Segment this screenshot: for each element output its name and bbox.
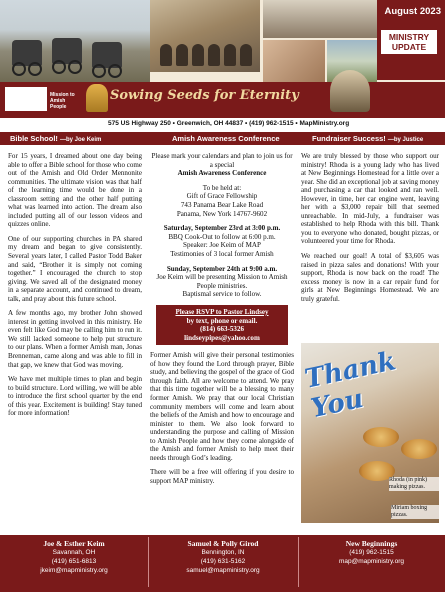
tagline: Sowing Seeds for Eternity: [110, 88, 299, 103]
col2-heading: [172, 134, 280, 143]
conference-intro: Please mark your calendars and plan to join us for a special Amish Awareness Conference: [151, 152, 293, 178]
paragraph: Former Amish will give their personal testimonies of how they found the Lord through prayer, Bible study, and believing the gospel of the grace of God through faith. All are welcome to attend. We pray that this time together will be a blessing to many former Amish. We pray that our local Christian community members will come and learn about the beliefs of the Amish and how to encourage and minister to them. We also look forward to understanding the purpose and calling of Mission to Amish People and how they come alongside of the Amish and former Amish to help meet their needs through God’s leading.: [150, 351, 294, 462]
contact-bar: [0, 112, 445, 118]
thank-you-sign: Thank You: [302, 346, 399, 425]
ministry-update-label: MINISTRY UPDATE: [381, 30, 437, 54]
col3-heading: [312, 134, 423, 143]
paragraph: We are truly blessed by those who support our ministry! Rhoda is a young lady who has lived at New Beginnings Homestead for a little over a year. She did an exceptional job at saving money and purchasing a car that looked and ran well. However, in time, her car engine went, leaving her with a $3,000 repair bill that seemed unreachable. In mid-July, a fundraiser was established to help Rhoda with this bill. Thank you to everyone who donated, bought pizzas, or volunteered your time for Rhoda.: [301, 152, 439, 246]
fundraiser-article: [301, 152, 439, 309]
col1-byline: —by Joe Keim: [60, 137, 102, 143]
pizza-icon: [363, 427, 399, 447]
photo-caption: Rhoda (in pink) making pizzas.: [389, 477, 439, 491]
col2-title: Amish Awareness Conference: [172, 134, 280, 143]
col1-title: Bible School!: [10, 134, 58, 143]
paragraph: A few months ago, my brother John showed interest in getting involved in this ministry. He even felt like God may be calling him to run it. We still lacked someone to help put structure to our plans. When a former Amish man, Jonas Brenneman, came along and was able to fill in that gap, we knew that God was moving.: [8, 309, 142, 369]
logo-text: Mission to Amish People: [50, 92, 75, 110]
contact-line: 575 US Highway 250 • Greenwich, OH 44837 • (419) 962-1515 • MapMinistry.org: [108, 120, 350, 127]
email-link[interactable]: jkeim@mapministry.org: [40, 567, 108, 574]
conference-article: [150, 152, 294, 491]
rsvp-email[interactable]: lindseypipes@yahoo.com: [184, 333, 260, 342]
prayer-photo: [263, 40, 325, 82]
col3-title: Fundraiser Success!: [312, 134, 386, 143]
masthead: [0, 0, 445, 118]
amish-buggies-photo: [0, 0, 150, 85]
wheat-sheaf-icon: [86, 84, 108, 112]
venue-block: To be held at: Gift of Grace Fellowship 743 Panama Bear Lake Road Panama, New York 14767-9602: [176, 183, 268, 218]
contact-new-beginnings: New Beginnings (419) 962-1515 map@mapministry.org: [298, 539, 445, 566]
group-photo: [150, 0, 260, 72]
sunday-schedule: Sunday, September 24th at 9:00 a.m. Joe Keim will be presenting Mission to Amish People ministries. Baptismal service to follow.: [156, 264, 288, 299]
photo-caption: Miriam boxing pizzas.: [391, 505, 439, 519]
paragraph: There will be a free will offering if you desire to support MAP ministry.: [150, 468, 294, 485]
pizza-icon: [401, 439, 437, 459]
col1-heading: [10, 134, 101, 143]
paragraph: We reached our goal! A total of $3,605 was raised in pizza sales and donations! With your support, Rhoda is now back on the road! The excess money is now in a car repair fund for girls at New Beginnings Homestead. We are truly grateful.: [301, 252, 439, 303]
email-link[interactable]: samuel@mapministry.org: [186, 567, 260, 574]
contact-keim: Joe & Esther Keim Savannah, OH (419) 651-6813 jkeim@mapministry.org: [0, 539, 148, 575]
issue-month: August 2023: [384, 6, 441, 17]
email-link[interactable]: map@mapministry.org: [339, 558, 404, 565]
contact-girod: Samuel & Polly Girod Bennington, IN (419) 631-5162 samuel@mapministry.org: [148, 539, 298, 575]
paragraph: We have met multiple times to plan and begin to build structure. Lord willing, we will be able to introduce the first school quarter by the end of this year. Excitement is building! Stay tuned for more information!: [8, 375, 142, 418]
crowd-photo: [263, 0, 377, 38]
saturday-schedule: Saturday, September 23rd at 3:00 p.m. BBQ Cook-Out to follow at 6:00 p.m. Speaker: Joe Keim of MAP Testimonies of 3 local former Amish: [163, 224, 281, 258]
sower-illustration: [330, 70, 370, 112]
paragraph: For 15 years, I dreamed about one day being able to offer a Bible school for those who come out of the Amish and Old Order Mennonite communities. The ultimate vision was that half of the learning time would be done in a classroom setting and the other half putting what was learned into action. The dream also included putting all of our lesson videos and quizzes online.: [8, 152, 142, 229]
bible-school-article: [8, 152, 142, 424]
col3-byline: —by Justice: [387, 137, 424, 143]
map-logo: [4, 86, 48, 112]
pizza-fundraiser-photo: [301, 343, 439, 523]
rsvp-box: Please RSVP to Pastor Lindsey by text, phone or email. (814) 663-5326 lindseypipes@yahoo.com: [156, 305, 288, 345]
paragraph: One of our supporting churches in PA shared my dream and began to give consistently. Several years later, I called Pastor Todd Baker and said, “Brother it is simply not coming together.” I encouraged the church to stop giving. We saved all of the designated money in a separate account, and continued to dream, talk, and pray about this future school.: [8, 234, 142, 303]
